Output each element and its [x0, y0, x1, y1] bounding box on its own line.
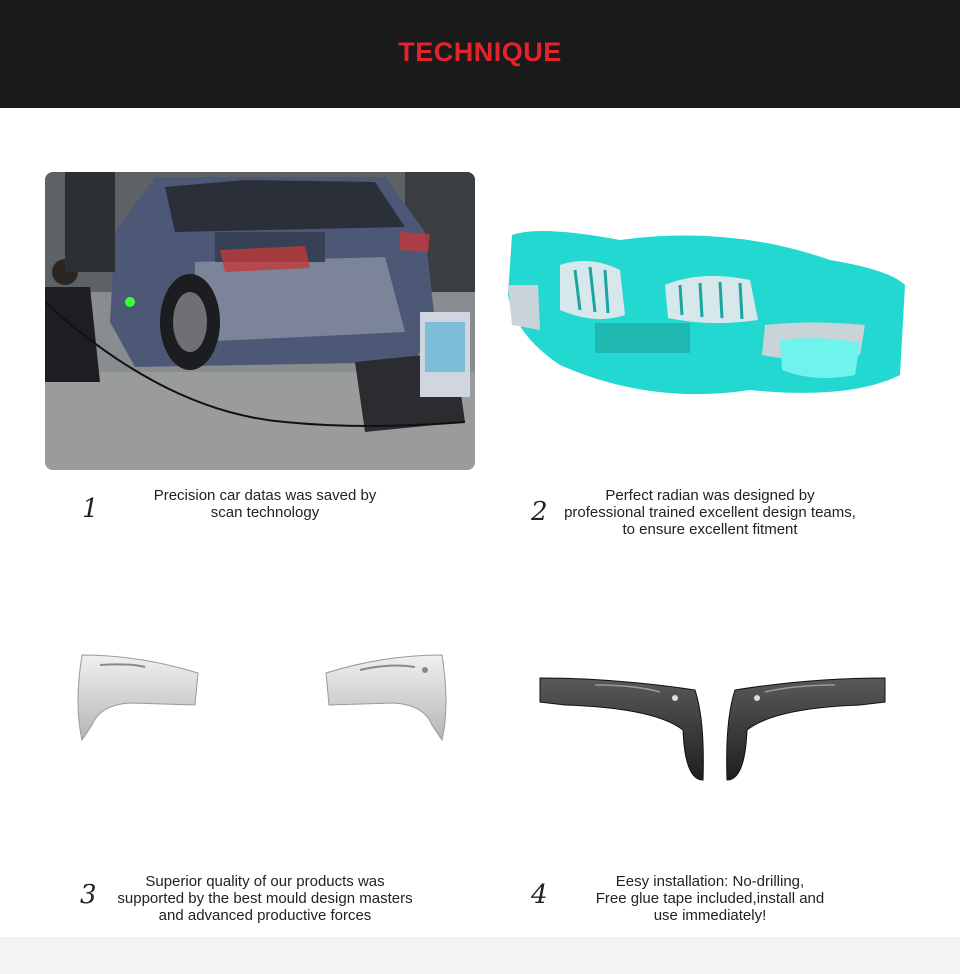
caption-line: and advanced productive forces [158, 907, 372, 924]
carbon-trim-image [535, 670, 890, 785]
caption-line: supported by the best mould design masters [117, 890, 413, 907]
caption-line: Free glue tape included,install and [595, 890, 825, 907]
step-number-1: 1 [82, 494, 99, 524]
footer-band [0, 937, 960, 974]
caption-line: to ensure excellent fitment [622, 521, 798, 538]
page-title: TECHNIQUE [398, 37, 562, 67]
caption-line: use immediately! [653, 907, 767, 924]
step-number-3: 3 [80, 880, 97, 910]
step-caption-3 [95, 873, 435, 924]
step-caption-4 [575, 873, 845, 924]
step-number-2: 2 [531, 497, 548, 527]
caption-line: Precision car datas was saved by [153, 487, 377, 504]
header-bar [0, 0, 960, 108]
scan-photo [45, 172, 475, 470]
scan-model-image [500, 215, 910, 410]
caption-line: Superior quality of our products was [145, 873, 385, 890]
caption-line: professional trained excellent design teams, [564, 504, 856, 521]
caption-line: Perfect radian was designed by [605, 487, 815, 504]
caption-line: Eesy installation: No-drilling, [615, 873, 805, 890]
step-caption-1 [125, 487, 405, 521]
caption-line: scan technology [210, 504, 320, 521]
step-number-4: 4 [531, 880, 548, 910]
step-caption-2 [550, 487, 870, 538]
raw-trim-image [70, 645, 455, 750]
